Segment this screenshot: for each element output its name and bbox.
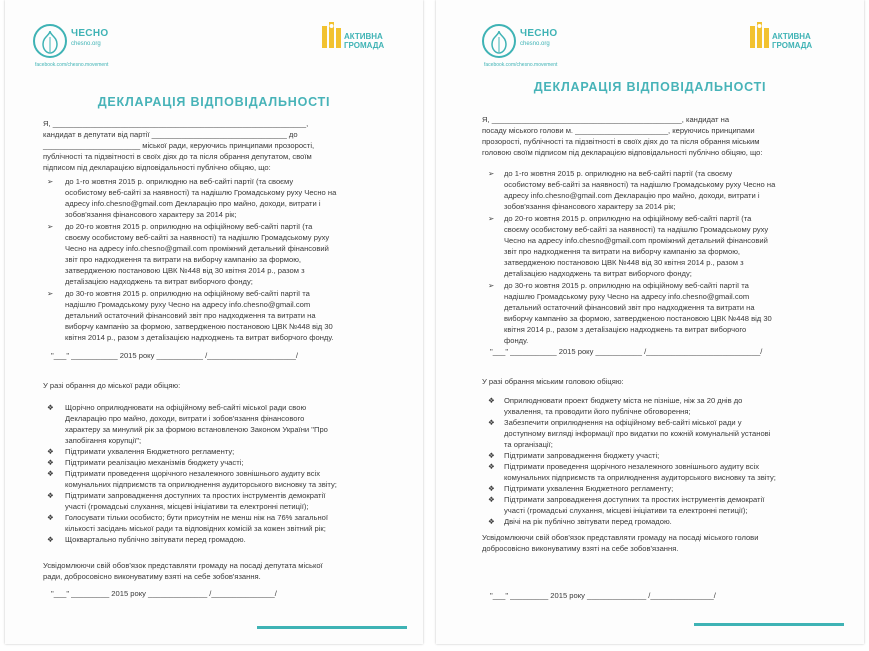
- pledge-line: фонду.: [504, 336, 529, 345]
- pledge-line: до 30-го жовтня 2015 р. оприлюдню на офіційному веб-сайті партії та: [504, 281, 749, 290]
- intro-line: Я, ____________________________________________________________,: [43, 119, 309, 128]
- intro-line: кандидат в депутати від партії ________________________________ до: [43, 130, 298, 139]
- bullet-icon: ❖: [47, 491, 54, 500]
- bullet-icon: ❖: [488, 418, 495, 427]
- pledge-line: надішлю Громадському руху Чесно на адресу info.chesno@gmail.com: [504, 292, 750, 301]
- promise-line: комунальних підприємств та оприлюднення аудиторського висновку та звіту;: [504, 473, 776, 482]
- page-title: ДЕКЛАРАЦІЯ ВІДПОВІДАЛЬНОСТІ: [533, 80, 767, 94]
- chesno-facebook: facebook.com/chesno.movement: [484, 62, 558, 68]
- promise-line: Підтримати запровадження доступних та простих інструментів демократії: [65, 491, 326, 500]
- intro-line: Я, _____________________________________________, кандидат на: [482, 115, 730, 124]
- promise-line: Двічі на рік публічно звітувати перед громадою.: [504, 517, 672, 526]
- pledge-line: виборчу кампанію за формою, затвердженою постановою ЦВК №448 від 30: [504, 314, 772, 323]
- bullet-icon: ❖: [47, 469, 54, 478]
- promise-line: Щорічно оприлюднювати на офіційному веб-сайті міської ради свою: [65, 403, 307, 412]
- pledge-line: звіт про надходження та витрати на виборчу кампанію за формою,: [504, 247, 741, 256]
- pledge-line: детalізацією надходжень та витрат виборчого фонду;: [65, 277, 253, 286]
- bullet-icon: ❖: [488, 517, 495, 526]
- bullet-icon: ➢: [488, 169, 495, 178]
- signature-line-2: "___" _________ 2015 року ______________ /_______________/: [490, 591, 716, 600]
- pledge-line: квітня 2014 р., разом з детalізацією надходжень та витрат виборчого: [504, 325, 747, 334]
- bottom-accent-line: [694, 623, 844, 626]
- people-icon: [320, 22, 342, 52]
- promise-heading: У разі обрання до міської ради обіцяю:: [43, 381, 181, 390]
- pledge-line: до 20-го жовтня 2015 р. оприлюдню на офіційному веб-сайті партії (та: [504, 214, 752, 223]
- promise-line: Підтримати запровадження доступних та простих інструментів демократії: [504, 495, 765, 504]
- pledge-line: зобов'язання фінансового характеру за 2014 рік;: [65, 210, 237, 219]
- signature-line-2: "___" _________ 2015 року ______________ /_______________/: [51, 589, 277, 598]
- chesno-name: ЧЕСНО: [71, 28, 109, 39]
- chesno-site: chesno.org: [71, 41, 101, 47]
- bullet-icon: ❖: [488, 462, 495, 471]
- bottom-accent-line: [257, 626, 407, 629]
- promise-line: Голосувати тільки особисто; бути присутнім не менш ніж на 76% загальної: [65, 513, 328, 522]
- intro-line: головою своїм підписом під декларацією відповідальності публічно обіцяю, що:: [482, 148, 763, 157]
- intro-line: прозорості, публічності та підзвітності в своїх діях до та після обрання міським: [482, 137, 760, 146]
- pledge-line: детальний остаточний фінансовий звіт про надходження та витрати на: [504, 303, 755, 312]
- pledge-line: до 1-го жовтня 2015 р. оприлюдню на веб-сайті партії (та своєму: [65, 177, 294, 186]
- promise-line: Підтримати ухвалення Бюджетного регламенту;: [65, 447, 235, 456]
- pledge-line: адресу info.chesno@gmail.com Декларацію про майно, доходи, витрати і: [504, 191, 760, 200]
- closing-line: Усвідомлюючи свій обов'язок представляти громаду на посаді депутата міської: [43, 561, 323, 570]
- bullet-icon: ❖: [47, 513, 54, 522]
- chesno-logo: [482, 22, 592, 70]
- pledge-line: до 1-го жовтня 2015 р. оприлюдню на веб-сайті партії (та своєму: [504, 169, 733, 178]
- intro-line: підписом під декларацією відповідальності публічно обіцяю, що:: [43, 163, 271, 172]
- promise-line: характеру за минулий рік за формою встановленою Законом України "Про: [65, 425, 328, 434]
- bullet-icon: ➢: [488, 281, 495, 290]
- pledge-line: виборчу кампанію за формою, затвердженою постановою ЦВК №448 від 30: [65, 322, 333, 331]
- promise-line: участі (громадські слухання, місцеві ініціативи та електронні петиції);: [504, 506, 748, 515]
- pledge-line: своєму особистому веб-сайті за наявності) та надішлю Громадському руху: [504, 225, 769, 234]
- promise-line: Оприлюднювати проект бюджету міста не пізніше, ніж за 20 днів до: [504, 396, 743, 405]
- pledge-line: своєму особистому веб-сайті за наявності) та надішлю Громадському руху: [65, 233, 330, 242]
- promise-line: Забезпечити оприлюднення на офіційному веб-сайті міської ради у: [504, 418, 742, 427]
- pledge-line: адресу info.chesno@gmail.com Декларацію про майно, доходи, витрати і: [65, 199, 321, 208]
- bullet-icon: ❖: [47, 535, 54, 544]
- promise-line: Підтримати реалізацію механізмів бюджету участі;: [65, 458, 244, 467]
- promise-line: доступному вигляді інформації про видатки по кожній комунальній установі: [504, 429, 771, 438]
- promise-line: Декларацію про майно, доходи, витрати і зобов'язання фінансового: [65, 414, 305, 423]
- bullet-icon: ❖: [488, 495, 495, 504]
- signature-line-1: "___" ___________ 2015 року ___________ /___________________________/: [490, 347, 763, 356]
- bullet-icon: ❖: [488, 396, 495, 405]
- bullet-icon: ➢: [47, 289, 54, 298]
- pledge-line: до 20-го жовтня 2015 р. оприлюдню на офіційному веб-сайті партії (та: [65, 222, 313, 231]
- promise-line: та організації;: [504, 440, 553, 449]
- pledge-line: особистому веб-сайті за наявності) та надішлю Громадському руху Чесно на: [65, 188, 337, 197]
- chesno-logo: [33, 22, 143, 70]
- pledge-line: квітня 2014 р., разом з детalізацією надходжень та витрат виборчого фонду.: [65, 333, 334, 342]
- pledge-line: надішлю Громадському руху Чесно на адресу info.chesno@gmail.com: [65, 300, 311, 309]
- intro-line: _______________________ міської ради, керуючись принципами прозорості,: [43, 141, 315, 150]
- promise-line: комунальних підприємств та оприлюднення аудиторського висновку та звіту;: [65, 480, 337, 489]
- pledge-line: детальний остаточний фінансовий звіт про надходження та витрати на: [65, 311, 316, 320]
- closing-line: Усвідомлюючи свій обов'язок представляти громаду на посаді міського голови: [482, 533, 759, 542]
- pledge-line: Чесно на адресу info.chesno@gmail.com проміжний детальний фінансовий: [65, 244, 329, 253]
- promise-line: Підтримати проведення щорічного незалежного зовнішнього аудиту всіх: [65, 469, 321, 478]
- garlic-icon: [33, 24, 67, 58]
- intro-line: посаду міського голови м. ______________________, керуючись принципами: [482, 126, 755, 135]
- intro-line: публічності та підзвітності в своїх діях до та після обрання депутатом, своїм: [43, 152, 312, 161]
- bullet-icon: ➢: [47, 222, 54, 231]
- pledge-line: зобов'язання фінансового характеру за 2014 рік;: [504, 202, 676, 211]
- chesno-name: ЧЕСНО: [520, 28, 558, 39]
- people-icon: [748, 22, 770, 52]
- declaration-page-mayor: [436, 0, 864, 644]
- promise-line: ухвалення, та проводити його публічне обговорення;: [504, 407, 691, 416]
- pledge-line: особистому веб-сайті за наявності) та надішлю Громадському руху Чесно на: [504, 180, 776, 189]
- bullet-icon: ➢: [488, 214, 495, 223]
- promise-heading: У разі обрання міським головою обіцяю:: [482, 377, 624, 386]
- bullet-icon: ❖: [47, 447, 54, 456]
- signature-line-1: "___" ___________ 2015 року ___________ /_____________________/: [51, 351, 298, 360]
- pledge-line: детalізацією надходжень та витрат виборчого фонду;: [504, 269, 692, 278]
- active-community-logo: [748, 22, 828, 68]
- active-community-name: АКТИВНА ГРОМАДА: [344, 32, 385, 50]
- bullet-icon: ❖: [488, 451, 495, 460]
- promise-line: Підтримати запровадження бюджету участі;: [504, 451, 660, 460]
- chesno-facebook: facebook.com/chesno.movement: [35, 62, 109, 68]
- closing-line: добросовісно виконуватиму взяті на себе зобов'язання.: [482, 544, 679, 553]
- garlic-icon: [482, 24, 516, 58]
- promise-line: кількості засідань міської ради та відповідних комісій за кожен звітний рік;: [65, 524, 326, 533]
- pledge-line: затвердженою постановою ЦВК №448 від 30 квітня 2014 р., разом з: [65, 266, 305, 275]
- pledge-line: затвердженою постановою ЦВК №448 від 30 квітня 2014 р., разом з: [504, 258, 744, 267]
- closing-line: ради, добросовісно виконуватиму взяті на себе зобов'язання.: [43, 572, 261, 581]
- bullet-icon: ➢: [47, 177, 54, 186]
- bullet-icon: ❖: [488, 484, 495, 493]
- promise-line: запобігання корупції";: [65, 436, 142, 445]
- promise-line: Підтримати проведення щорічного незалежного зовнішнього аудиту всіх: [504, 462, 760, 471]
- pledge-line: звіт про надходження та витрати на виборчу кампанію за формою,: [65, 255, 302, 264]
- promise-line: Щоквартально публічно звітувати перед громадою.: [65, 535, 246, 544]
- active-community-name: АКТИВНА ГРОМАДА: [772, 32, 813, 50]
- promise-line: Підтримати ухвалення Бюджетного регламенту;: [504, 484, 674, 493]
- page-title: ДЕКЛАРАЦІЯ ВІДПОВІДАЛЬНОСТІ: [97, 95, 331, 109]
- bullet-icon: ❖: [47, 458, 54, 467]
- pledge-line: Чесно на адресу info.chesno@gmail.com проміжний детальний фінансовий: [504, 236, 768, 245]
- active-community-logo: [320, 22, 400, 68]
- bullet-icon: ❖: [47, 403, 54, 412]
- promise-line: участі (громадські слухання, місцеві ініціативи та електронні петиції);: [65, 502, 309, 511]
- pledge-line: до 30-го жовтня 2015 р. оприлюдню на офіційному веб-сайті партії та: [65, 289, 310, 298]
- declaration-page-deputy: [5, 0, 423, 644]
- chesno-site: chesno.org: [520, 41, 550, 47]
